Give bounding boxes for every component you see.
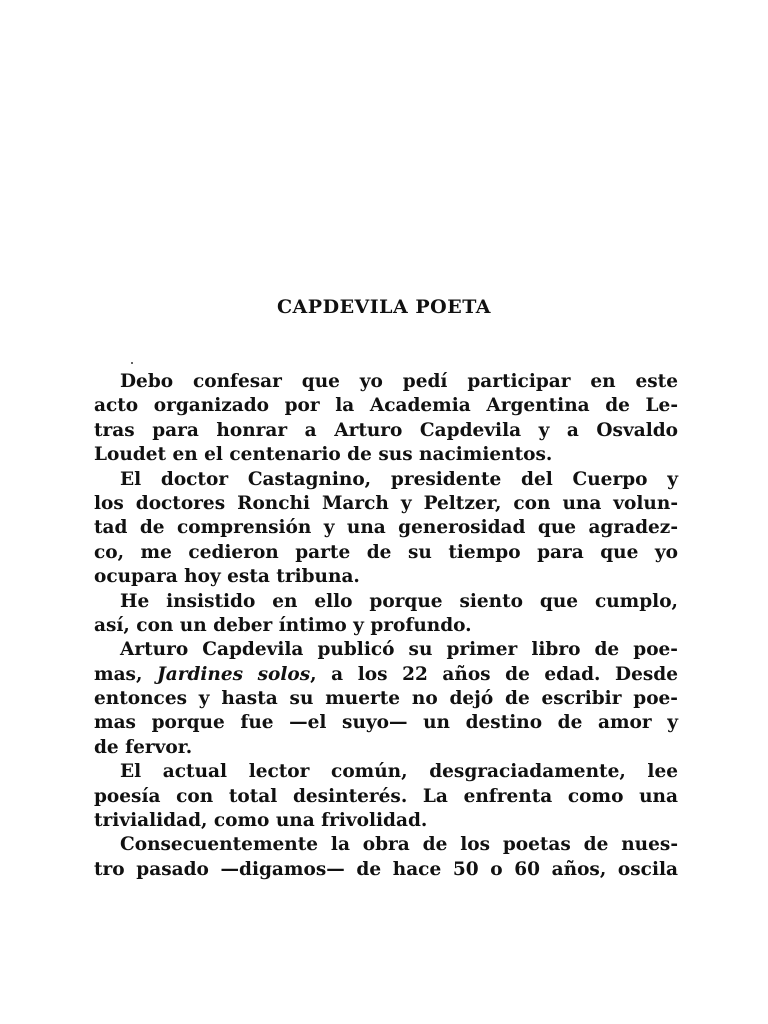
text-line: trivialidad, como una frivolidad. [94, 810, 428, 832]
text-line: El doctor Castagnino, presidente del Cuerpo y [120, 468, 678, 490]
paragraph [94, 638, 678, 760]
text-line: Debo confesar que yo pedí participar en este [120, 371, 678, 392]
ink-speck [131, 362, 133, 364]
text-line: tad de comprensión y una generosidad que agradez- [94, 517, 678, 539]
text-line: poesía con total desinterés. La enfrenta como una [94, 785, 678, 807]
text-line: tro pasado —digamos— de hace 50 o 60 años, oscila [94, 858, 678, 880]
text-line: El actual lector común, desgraciadamente, lee [120, 761, 678, 783]
text-line: ocupara hoy esta tribuna. [94, 566, 360, 588]
text-line: He insistido en ello porque siento que cumplo, [120, 590, 678, 612]
book-title-italic: Jardines solos [156, 663, 311, 685]
paragraph [94, 370, 678, 468]
page-title: CAPDEVILA POETA [276, 296, 492, 318]
body-text [94, 370, 678, 882]
text-run: , a los 22 años de edad. Desde [310, 663, 678, 685]
text-line: Consecuentemente la obra de los poetas de nues- [120, 834, 678, 856]
text-line: tras para honrar a Arturo Capdevila y a Osvaldo [94, 419, 678, 441]
text-run: mas, [94, 663, 157, 685]
text-line: Loudet en el centenario de sus nacimientos. [94, 444, 553, 466]
text-line: mas porque fue —el suyo— un destino de amor y [94, 712, 678, 734]
paragraph [94, 760, 678, 833]
paragraph [94, 833, 678, 882]
paragraph [94, 590, 678, 639]
text-line [94, 663, 678, 687]
text-line: entonces y hasta su muerte no dejó de escribir poe- [94, 688, 678, 710]
text-line: co, me cedieron parte de su tiempo para que yo [94, 541, 678, 563]
text-line: los doctores Ronchi March y Peltzer, con una volun- [94, 492, 678, 514]
text-line: así, con un deber íntimo y profundo. [94, 614, 472, 636]
text-line: acto organizado por la Academia Argentina de Le- [94, 395, 678, 417]
paragraph [94, 468, 678, 590]
text-line: de fervor. [94, 736, 193, 758]
text-line: Arturo Capdevila publicó su primer libro de poe- [120, 639, 678, 661]
